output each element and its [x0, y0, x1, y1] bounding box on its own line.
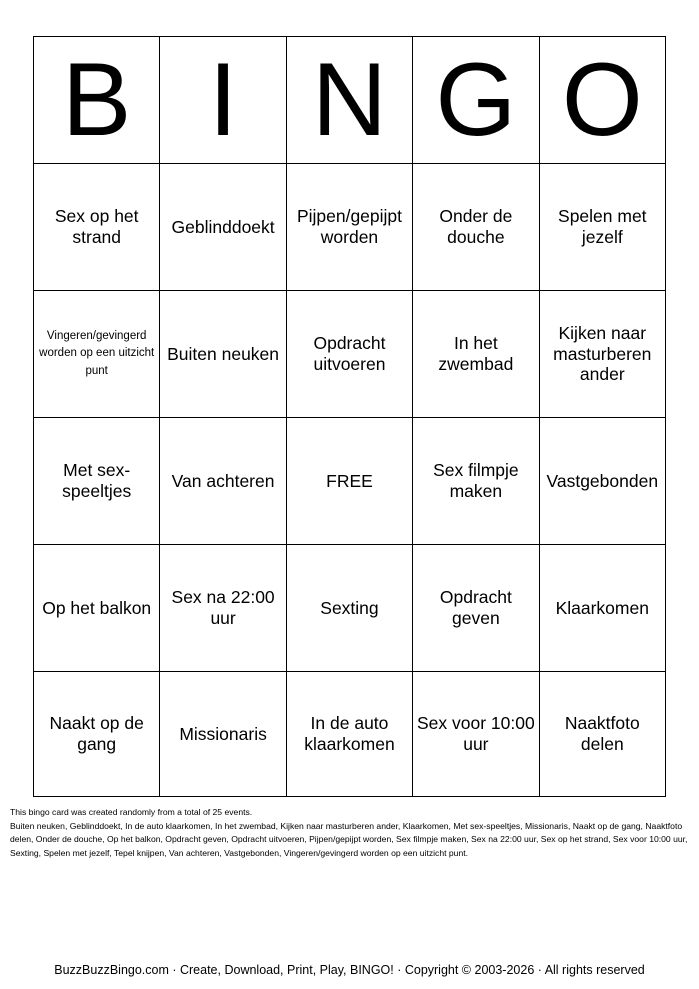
- card-cell: Pijpen/gepijpt worden: [286, 164, 412, 291]
- notes-intro: This bingo card was created randomly from a total of 25 events.: [10, 807, 253, 817]
- card-cell: Sex op het strand: [34, 164, 160, 291]
- card-cell: Opdracht uitvoeren: [286, 291, 412, 418]
- footer-copyright: BuzzBuzzBingo.com · Create, Download, Print, Play, BINGO! · Copyright © 2003-2026 · All rights reserved: [54, 963, 645, 977]
- card-cell: Kijken naar masturberen ander: [539, 291, 665, 418]
- card-cell: Op het balkon: [34, 545, 160, 672]
- card-row: [34, 418, 666, 545]
- header-letter-i: I: [160, 37, 286, 164]
- header-letter-o: O: [539, 37, 665, 164]
- card-cell: Missionaris: [160, 672, 286, 797]
- notes-event-list: Buiten neuken, Geblinddoekt, In de auto klaarkomen, In het zwembad, Kijken naar masturberen ander, Klaarkomen, Met sex-speeltjes, Missionaris, Naakt op de gang, Naaktfoto delen, Onder de douche, Op het balkon, Opdracht geven, Opdracht uitvoeren, Pijpen/gepijpt worden, Sex filmpje maken, Sex na 22:00 uur, Sex op het strand, Sex voor 10:00 uur, Sexting, Spelen met jezelf, Tepel knijpen, Van achteren, Vastgebonden, Vingeren/gevingerd worden op een uitzicht punt.: [10, 820, 688, 858]
- header-letter-n: N: [286, 37, 412, 164]
- card-cell: In de auto klaarkomen: [286, 672, 412, 797]
- card-cell: Naaktfoto delen: [539, 672, 665, 797]
- card-cell: Klaarkomen: [539, 545, 665, 672]
- header-letter-g: G: [413, 37, 539, 164]
- card-cell: Opdracht geven: [413, 545, 539, 672]
- card-cell: Vastgebonden: [539, 418, 665, 545]
- card-cell: Sex filmpje maken: [413, 418, 539, 545]
- bingo-card: [33, 36, 666, 797]
- card-cell: Van achteren: [160, 418, 286, 545]
- card-cell: Buiten neuken: [160, 291, 286, 418]
- card-cell: Naakt op de gang: [34, 672, 160, 797]
- card-row: [34, 291, 666, 418]
- card-row: [34, 545, 666, 672]
- card-cell: Vingeren/gevingerd worden op een uitzicht punt: [34, 291, 160, 418]
- card-cell: In het zwembad: [413, 291, 539, 418]
- card-notes: [10, 806, 692, 860]
- card-cell: Geblinddoekt: [160, 164, 286, 291]
- card-cell: Onder de douche: [413, 164, 539, 291]
- card-cell: Spelen met jezelf: [539, 164, 665, 291]
- free-space-cell: FREE: [286, 418, 412, 545]
- card-cell: Sex voor 10:00 uur: [413, 672, 539, 797]
- card-cell: Met sex-speeltjes: [34, 418, 160, 545]
- card-row: [34, 672, 666, 797]
- header-row: [34, 37, 666, 164]
- card-cell: Sex na 22:00 uur: [160, 545, 286, 672]
- header-letter-b: B: [34, 37, 160, 164]
- card-cell: Sexting: [286, 545, 412, 672]
- card-row: [34, 164, 666, 291]
